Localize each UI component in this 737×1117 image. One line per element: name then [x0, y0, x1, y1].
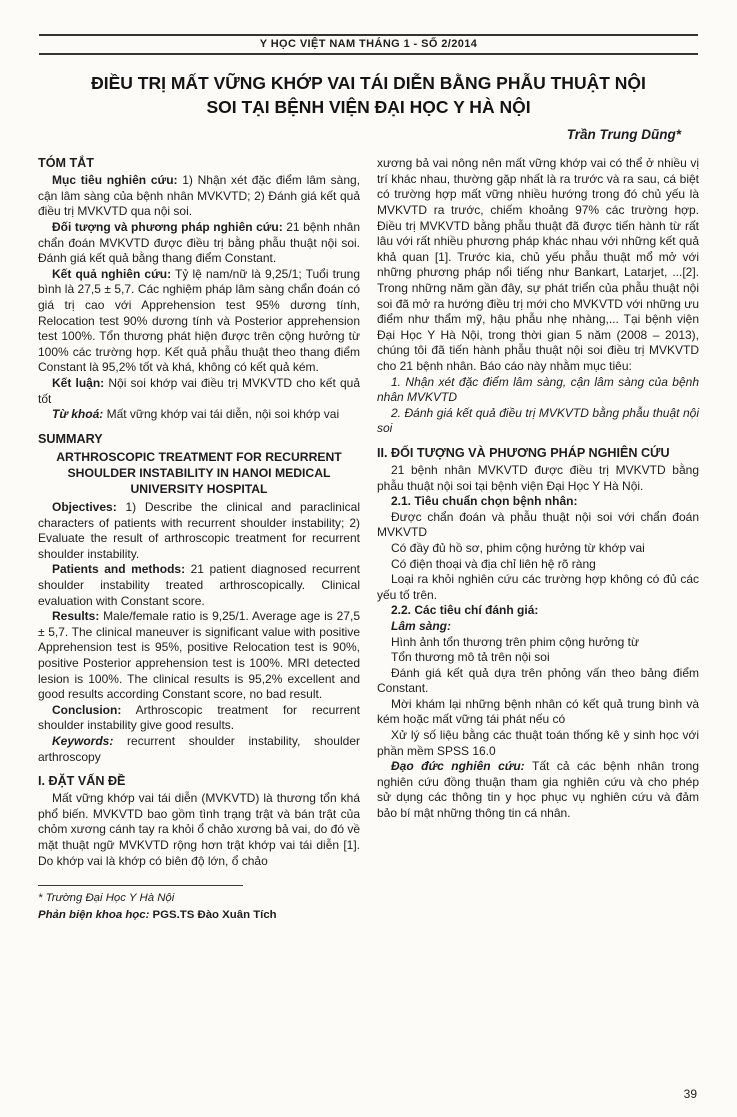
lead-text: Conclusion:: [52, 702, 122, 717]
study-objective-1: 1. Nhận xét đặc điểm lâm sàng, cận lâm sàng của bệnh nhân MVKVTD: [377, 374, 699, 405]
two-column-body: [38, 156, 699, 923]
left-column: [38, 156, 360, 923]
abstract-heading: TÓM TẮT: [38, 156, 94, 171]
summary-objectives-paragraph: [38, 500, 360, 562]
abstract-objectives-paragraph: [38, 173, 360, 220]
body-text: 21 bệnh nhân chẩn đoán MVKVTD được điều trị bằng phẫu thuật nội soi. Đánh giá kết quả bằng thang điểm Constant.: [38, 220, 360, 266]
journal-name: Y HỌC VIỆT NAM THÁNG 1 - SỐ 2/2014: [259, 38, 478, 50]
selection-criteria-1: Được chẩn đoán và phẫu thuật nội soi với chẩn đoán MVKVTD: [377, 509, 699, 540]
lead-text: Từ khoá:: [52, 407, 104, 422]
running-header: [39, 34, 698, 55]
evaluation-item-1: Hình ảnh tổn thương trên phim cộng hưởng từ: [391, 634, 639, 649]
body-text: recurrent shoulder instability, shoulder arthroscopy: [38, 733, 360, 764]
body-text: Mất vững khớp vai tái diễn, nội soi khớp vai: [103, 407, 340, 422]
body-text: Arthroscopic treatment for recurrent shoulder instability give good results.: [38, 702, 360, 733]
evaluation-item-3: Đánh giá kết quả dựa trên phỏng vấn theo bảng điểm Constant.: [377, 665, 699, 696]
paper-title: ĐIỀU TRỊ MẤT VỮNG KHỚP VAI TÁI DIỄN BẰNG PHẪU THUẬT NỘI SOI TẠI BỆNH VIỆN ĐẠI HỌC Y HÀ NỘI: [91, 73, 646, 118]
footnote-block: [38, 885, 360, 923]
clinical-subheading: Lâm sàng:: [391, 618, 452, 633]
scientific-reviewer: [38, 907, 360, 924]
abstract-keywords-paragraph: [38, 407, 360, 423]
lead-text: Results:: [52, 609, 100, 624]
lead-text: Đạo đức nghiên cứu:: [391, 759, 525, 774]
abstract-conclusion-paragraph: [38, 376, 360, 407]
body-text: Nội soi khớp vai điều trị MVKVTD cho kết quả tốt: [38, 376, 360, 406]
evaluation-item-2: Tổn thương mô tả trên nội soi: [391, 650, 550, 665]
lead-text: Kết luận:: [52, 376, 105, 390]
introduction-heading: I. ĐẶT VẤN ĐỀ: [38, 774, 126, 789]
lead-text: Kết quả nghiên cứu:: [52, 266, 172, 281]
body-text: PGS.TS Đào Xuân Tích: [149, 908, 277, 921]
footnote-divider: [38, 885, 243, 886]
body-text: Tất cả các bệnh nhân trong nghiên cứu đồng thuận tham gia nghiên cứu và cho phép sử dụng các thông tin y học phục vụ nghiên cứu và đảm bảo bí mật những thông tin cá nhân.: [377, 759, 699, 821]
lead-text: Phản biện khoa học:: [38, 908, 150, 921]
abstract-methods-paragraph: [38, 220, 360, 267]
right-column: [377, 156, 699, 923]
lead-text: Objectives:: [52, 500, 117, 515]
summary-keywords-paragraph: [38, 734, 360, 765]
body-text: 21 patient diagnosed recurrent shoulder instability treated arthroscopically. Clinical evaluation with Constant score.: [38, 562, 360, 608]
body-text: Male/female ratio is 9,25/1. Average age is 27,5 ± 5,7. The clinical maneuver is significant value with positive Apprehension test is 95%, positive Relocation test is 90%, positive Posterior apprehension test is 100%. MRI detected lesion is 100%. The clinical results is 95,2% excellent and good results according Constant score, no bad result.: [38, 609, 360, 702]
introduction-paragraph-2: xương bả vai nông nên mất vững khớp vai có thể ở nhiều vị trí khác nhau, thường gặp nhất là ra trước và ra sau, cá biệt có trường hợp mất vững nhiều hướng trong đó chủ yếu là MVKVTD ra trước, chiếm khoảng 97% các trường hợp. Điều trị MVKVTD bằng phẫu thuật đã được tiến hành từ rất lâu với rất nhiều phương pháp khác nhau với những kết quả khả quan [1]. Trước kia, chủ yếu phẫu thuật mổ mở với những phương pháp nổi tiếng như Bankart, Latarjet, ...[2]. Trong những năm gần đây, sự phát triển của phẫu thuật nội soi đã mở ra hướng điều trị mới cho MVKVTD với những ưu điểm như thẩm mỹ, hậu phẫu nhẹ nhàng,... Tại bệnh viện Đại Học Y Hà Nội, trong thời gian 5 năm (2008 – 2013), chúng tôi đã tiến hành phẫu thuật nội soi điều trị MVKVTD cho 21 bệnh nhân. Báo cáo này nhằm mục tiêu:: [377, 156, 699, 373]
methods-heading: II. ĐỐI TƯỢNG VÀ PHƯƠNG PHÁP NGHIÊN CỨU: [377, 445, 670, 460]
abstract-results-paragraph: [38, 267, 360, 376]
selection-criteria-4: Loại ra khỏi nghiên cứu các trường hợp không có đủ các yếu tố trên.: [377, 572, 699, 602]
body-text: 1) Describe the clinical and paraclinical characters of patients with recurrent shoulder instability; 2) Evaluate the result of arthroscopic treatment for recurrent shoulder instability.: [38, 500, 360, 561]
summary-patients-paragraph: [38, 562, 360, 609]
summary-conclusion-paragraph: [38, 703, 360, 734]
lead-text: Patients and methods:: [52, 562, 186, 577]
page-number: 39: [683, 1087, 697, 1101]
selection-criteria-3: Có điện thoại và địa chỉ liên hệ rõ ràng: [391, 556, 596, 571]
methods-paragraph-1: 21 bệnh nhân MVKVTD được điều trị MVKVTD bằng phẫu thuật nội soi tại bệnh viện Đại Học Y Hà Nội.: [377, 462, 699, 493]
evaluation-item-4: Mời khám lại những bệnh nhân có kết quả trung bình và kém hoặc mất vững tái phát nếu có: [377, 696, 699, 727]
author-name: Trần Trung Dũng*: [566, 127, 681, 143]
summary-heading: SUMMARY: [38, 431, 103, 446]
selection-criteria-heading: 2.1. Tiêu chuẩn chọn bệnh nhân:: [391, 494, 578, 509]
lead-text: Keywords:: [52, 733, 114, 748]
introduction-paragraph-1: Mất vững khớp vai tái diễn (MVKVTD) là thương tổn khá phổ biến. MVKVTD bao gồm tình trạng trật và bán trật của chỏm xương cánh tay ra khỏi ổ chảo xương bả vai, do đó về mặt thuật ngữ MVKVTD rộng hơn trật khớp vai tái diễn [1]. Do khớp vai là khớp có biên độ lớn, ổ chảo: [38, 791, 360, 868]
body-text: 1) Nhận xét đặc điểm lâm sàng, cận lâm sàng của bệnh nhân MVKVTD; 2) Đánh giá kết quả điều trị MVKVTD qua nội soi.: [38, 173, 360, 219]
lead-text: Đối tượng và phương pháp nghiên cứu:: [52, 220, 283, 235]
research-ethics-paragraph: [377, 759, 699, 821]
selection-criteria-2: Có đầy đủ hồ sơ, phim cộng hưởng từ khớp vai: [391, 540, 645, 555]
author-affiliation: * Trường Đại Học Y Hà Nội: [38, 892, 175, 905]
body-text: Tỷ lệ nam/nữ là 9,25/1; Tuổi trung bình là 27,5 ± 5,7. Các nghiệm pháp lâm sàng chẩn đoán có giá trị cao với Apprehension test 95% dương tính, Relocation test 90% dương tính và Posterior apprehension test 100%. Tổn thương phát hiện được trên cộng hưởng từ 100% các trường hợp. Kết quả phẫu thuật theo thang điểm Constant là 95,2% tốt và khá, không có kết quả kém.: [38, 266, 360, 375]
summary-results-paragraph: [38, 609, 360, 703]
evaluation-criteria-heading: 2.2. Các tiêu chí đánh giá:: [391, 603, 539, 618]
summary-english-title: ARTHROSCOPIC TREATMENT FOR RECURRENT SHOULDER INSTABILITY IN HANOI MEDICAL UNIVERSITY HOSPITAL: [56, 449, 342, 496]
study-objective-2: 2. Đánh giá kết quả điều trị MVKVTD bằng phẫu thuật nội soi: [377, 405, 699, 436]
evaluation-item-5: Xử lý số liệu bằng các thuật toán thống kê y sinh học với phần mềm SPSS 16.0: [377, 728, 699, 758]
lead-text: Mục tiêu nghiên cứu:: [52, 173, 178, 188]
